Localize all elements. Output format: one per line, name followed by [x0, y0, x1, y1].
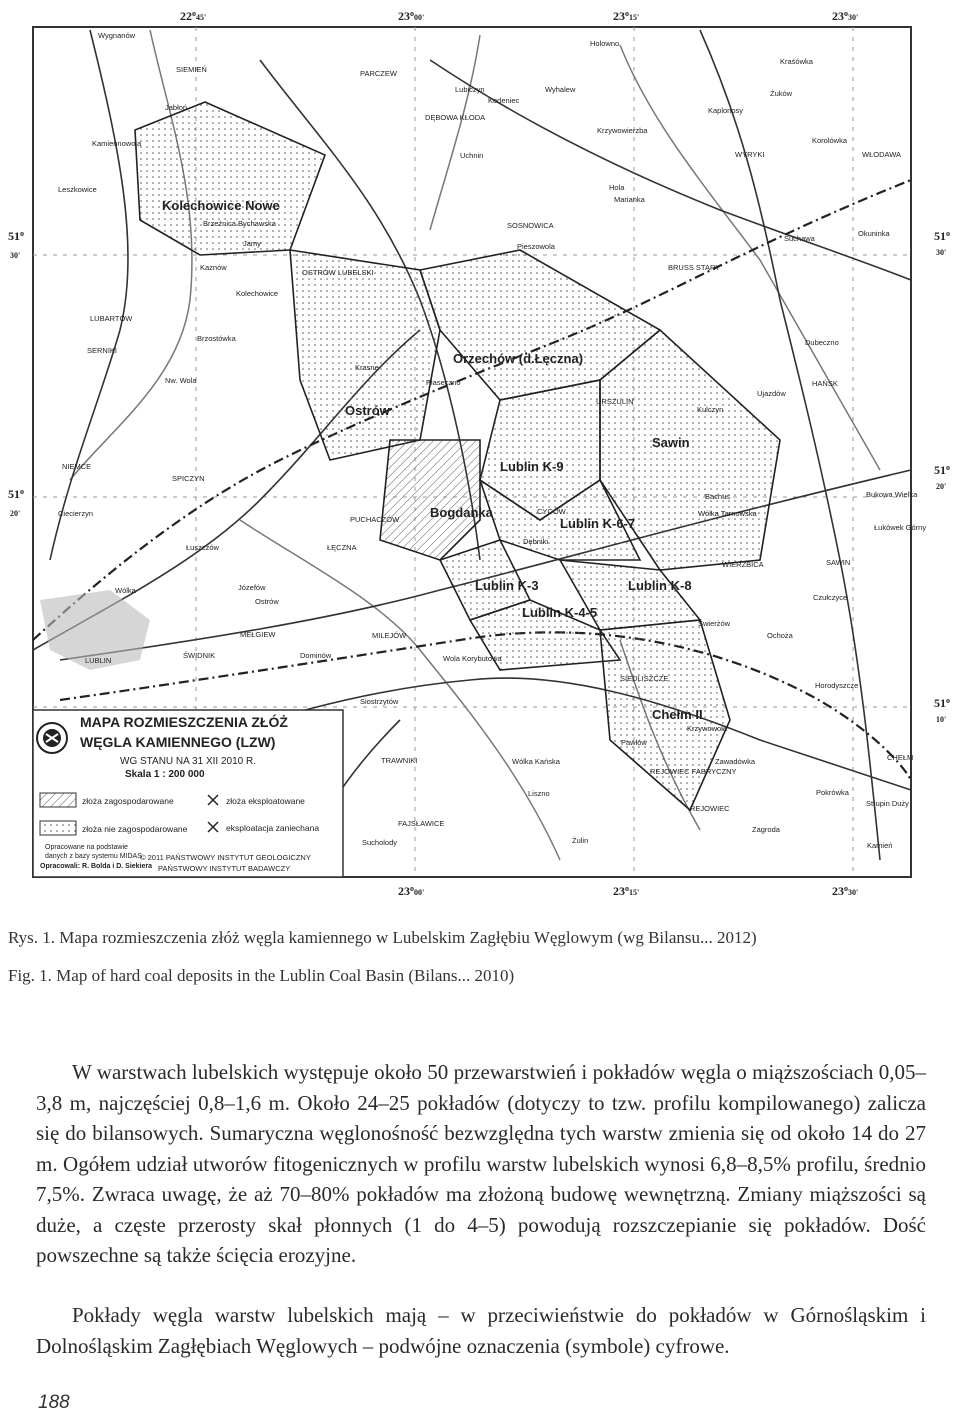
legend-swatch-hatch: [40, 793, 76, 807]
lat-deg-3r: 51: [934, 696, 946, 710]
label-lublin-k45: Lublin K-4-5: [522, 605, 598, 620]
place-parczew: PARCZEW: [360, 69, 397, 78]
place-jablon: Jabłoń: [165, 103, 188, 112]
place-krasowka: Kraśówka: [780, 57, 813, 66]
place-rejowiec: REJOWIEC: [690, 804, 730, 813]
credit-org-2: PAŃSTWOWY INSTYTUT BADAWCZY: [158, 864, 291, 873]
place-ostrow-small: Ostrów: [255, 597, 279, 606]
label-sawin: Sawin: [652, 435, 690, 450]
place-brzostowka: Brzostówka: [197, 334, 236, 343]
place-suchawa: Suchawa: [784, 234, 815, 243]
place-swidnik: ŚWIDNIK: [183, 651, 216, 660]
lon-deg-4: 23: [832, 9, 844, 23]
place-lublin: LUBLIN: [85, 656, 112, 665]
svg-text:51o: 51$^o$: [934, 229, 950, 243]
label-orzechow: Orzechów (d.Łęczna): [453, 351, 584, 366]
place-leszkowice: Leszkowice: [58, 185, 97, 194]
lon-deg-1: 22: [180, 9, 192, 23]
label-lublin-k3: Lublin K-3: [475, 578, 539, 593]
place-spiczyn: SPICZYN: [172, 474, 205, 483]
place-piaseczno: Piaseczno: [426, 378, 461, 387]
legend-label-1: złoża zagospodarowane: [82, 796, 174, 806]
legend-label-4: eksploatacja zaniechana: [226, 823, 320, 833]
place-sosnowica: SOSNOWICA: [507, 221, 554, 230]
place-niemce: NIEMCE: [62, 462, 92, 471]
place-milejow: MILEJÓW: [372, 631, 407, 640]
legend-label-2: złoża nie zagospodarowane: [82, 824, 188, 834]
place-brzeznica: Brzeźnica Bychawska: [203, 219, 276, 228]
lat-deg-1: 51: [8, 229, 20, 243]
place-debowa-kloda: DĘBOWA KŁODA: [425, 113, 486, 122]
place-krasne: Krasne: [355, 363, 379, 372]
svg-text:20': 20': [10, 509, 21, 518]
credit-org-1: © 2011 PAŃSTWOWY INSTYTUT GEOLOGICZNY: [140, 853, 311, 862]
place-jozefow: Józefów: [238, 583, 266, 592]
place-swierzow: Świerżów: [698, 619, 731, 628]
place-fajslawice: FAJSŁAWICE: [398, 819, 445, 828]
place-wyryki: WYRYKI: [735, 150, 765, 159]
credit-source-1: Opracowane na podstawie: [45, 844, 128, 851]
place-nw-wola: Nw. Wola: [165, 376, 197, 385]
body-paragraph-1: W warstwach lubelskich występuje około 50 przewarstwień i pokładów węgla o miąższościach 0,05–3,8 m, najczęściej 0,8–1,6 m. Około 24–25 pokładów (dotyczy to tzw. profilu kompilowanego) zalicza się do bilansowych. Sumaryczna węglonośność bezwzględna tych warstw zmienia się od około 14 do 27 m. Ogółem udział utworów fitogenicznych w profilu warstw lubelskich wynosi 6,8–8,5% profilu, średnio 7,5%. Zwraca uwagę, że aż 70–80% pokładów ma złożoną budowę wewnętrzną. Zmiany miąższości są duże, a częste przerosty skał płonnych (1 do 4–5) powodują rozszczepianie się pokładów. Dość powszechne są także ścięcia erozyjne.: [36, 1060, 926, 1267]
place-kolechowice: Kolechowice: [236, 289, 279, 298]
place-liszno: Liszno: [528, 789, 550, 798]
place-zagroda: Zagroda: [752, 825, 780, 834]
legend-swatch-dots: [40, 821, 76, 835]
place-holowno: Holowno: [590, 39, 620, 48]
figure-caption-pl: Rys. 1. Mapa rozmieszczenia złóż węgla kamiennego w Lubelskim Zagłębiu Węglowym (wg Bilansu... 2012): [8, 928, 757, 947]
place-ochoza: Ochoża: [767, 631, 793, 640]
svg-text:30': 30': [936, 248, 947, 257]
place-zawadowka: Zawadówka: [715, 757, 756, 766]
place-bruss-stary: BRUSS STARY: [668, 263, 721, 272]
lat-deg-2r: 51: [934, 463, 946, 477]
place-ostrow-lubelski: OSTRÓW LUBELSKI: [302, 268, 374, 277]
legend-title-1: MAPA ROZMIESZCZENIA ZŁÓŻ: [80, 714, 288, 730]
map-legend: [33, 710, 343, 877]
place-wlodawa: WŁODAWA: [862, 150, 902, 159]
place-luszczow: Łuszczów: [186, 543, 219, 552]
place-pawlow: Pawłów: [621, 738, 647, 747]
place-pokrowka: Pokrówka: [816, 788, 849, 797]
place-sucholody: Sucholody: [362, 838, 398, 847]
lon-deg-4b: 23: [832, 884, 844, 898]
legend-scale: Skala 1 : 200 000: [125, 769, 205, 780]
svg-text:23o15': $23^o_{15'}$: [613, 884, 640, 898]
place-cycow: CYCÓW: [537, 507, 566, 516]
lat-deg-2: 51: [8, 487, 20, 501]
place-uchnin: Uchnin: [460, 151, 484, 160]
place-wygnanow: Wygnanów: [98, 31, 136, 40]
legend-title-2: WĘGLA KAMIENNEGO (LZW): [80, 734, 276, 750]
label-lublin-k9: Lublin K-9: [500, 459, 564, 474]
place-kaplonosy: Kaplonosy: [708, 106, 744, 115]
place-urszulin: URSZULIN: [596, 397, 634, 406]
lon-deg-2: 23: [398, 9, 410, 23]
place-kulczyn: Kulczyn: [697, 405, 724, 414]
label-bogdanka: Bogdanka: [430, 505, 493, 520]
svg-text:23o00': $23^o_{00'}$: [398, 884, 425, 898]
place-zulin: Żulin: [572, 836, 589, 845]
place-melgiew: MEŁGIEW: [240, 630, 276, 639]
place-rejowiec-fabryczny: REJOWIEC FABRYCZNY: [650, 767, 737, 776]
legend-label-3: złoża eksploatowane: [226, 796, 305, 806]
place-puchaczow: PUCHACZÓW: [350, 515, 400, 524]
svg-text:30': 30': [10, 251, 21, 260]
place-siostrzytow: Siostrzytów: [360, 697, 399, 706]
place-zukow: Żuków: [770, 89, 793, 98]
place-ujazdow: Ujazdów: [757, 389, 786, 398]
label-lublin-k67: Lublin K-6-7: [560, 516, 636, 531]
svg-text:23o30': $23^o_{30'}$: [832, 9, 859, 23]
lat-deg-1r: 51: [934, 229, 946, 243]
place-okuninka: Okuninka: [858, 229, 890, 238]
place-lukowek-gorny: Łukówek Górny: [874, 523, 927, 532]
lon-deg-3b: 23: [613, 884, 625, 898]
svg-text:23o00': $23^o_{00'}$: [398, 9, 425, 23]
place-strupin-duzy: Strupin Duży: [866, 799, 909, 808]
pig-logo-icon: [37, 723, 67, 753]
place-ciecierzyn: Ciecierzyn: [58, 509, 94, 518]
place-chelm: CHEŁM: [887, 753, 914, 762]
lon-deg-2b: 23: [398, 884, 410, 898]
place-dubeczno: Dubeczno: [805, 338, 839, 347]
place-leczna: ŁĘCZNA: [327, 543, 357, 552]
place-siemien: SIEMIEŃ: [176, 65, 207, 74]
credit-source-2: danych z bazy systemu MIDAS: [45, 853, 142, 860]
place-wolka-kanska: Wólka Kańska: [512, 757, 560, 766]
svg-text:22o45': $22^o_{45'}$: [180, 9, 207, 23]
place-wolka-tarnowska: Wólka Tarnowska: [698, 509, 757, 518]
place-kodeniec: Kodeniec: [488, 96, 520, 105]
place-horodyszcze: Horodyszcze: [815, 681, 859, 690]
legend-status: WG STANU NA 31 XII 2010 R.: [120, 756, 256, 767]
place-bachus: Bachus: [705, 492, 731, 501]
place-serniki: SERNIKI: [87, 346, 118, 355]
place-kamiennowola: Kamiennowola: [92, 139, 142, 148]
place-jamy: Jamy: [243, 239, 261, 248]
place-wierzbica: WIERZBICA: [722, 560, 764, 569]
svg-text:23o30': $23^o_{30'}$: [832, 884, 859, 898]
place-trawniki: TRAWNIKI: [381, 756, 418, 765]
svg-text:23o15': $23^o_{15'}$: [613, 9, 640, 23]
label-kolechowice-nowe: Kolechowice Nowe: [162, 198, 280, 213]
place-lubartow: LUBARTÓW: [90, 314, 133, 323]
label-chelm-ii: Chełm II: [652, 707, 703, 722]
place-sawin: SAWIN: [826, 558, 851, 567]
place-krzywowola: Krzywowola: [687, 724, 728, 733]
svg-text:51o: 51$^o$: [934, 463, 950, 477]
place-czulczyce: Czułczyce: [813, 593, 848, 602]
place-wola-korybutowa: Wola Korybutowa: [443, 654, 502, 663]
credit-authors: Opracowali: R. Bolda i D. Siekiera: [40, 863, 153, 870]
body-paragraph-2: Pokłady węgla warstw lubelskich mają – w przeciwieństwie do pokładów w Górnośląskim i Dolnośląskim Zagłębiach Węglowych – podwójne oznaczenia (symbole) cyfrowe.: [36, 1303, 926, 1358]
place-hola: Hola: [609, 183, 625, 192]
page-number: 188: [38, 1392, 70, 1413]
svg-text:20': 20': [936, 482, 947, 491]
place-lubiczyn: Lubiczyn: [455, 85, 485, 94]
place-bukowa-wielka: Bukowa Wielka: [866, 490, 918, 499]
place-pieszowola: Pieszowola: [517, 242, 555, 251]
svg-text:10': 10': [936, 715, 947, 724]
figure-caption-en: Fig. 1. Map of hard coal deposits in the Lublin Coal Basin (Bilans... 2010): [8, 966, 515, 985]
place-korolowka: Korolówka: [812, 136, 848, 145]
place-kaznow: Kaznów: [200, 263, 227, 272]
place-dominow: Dominów: [300, 651, 332, 660]
place-siedliszcze: SIEDLISZCZE: [620, 674, 669, 683]
place-marianka: Marianka: [614, 195, 645, 204]
svg-text:51o: 51$^o$: [934, 696, 950, 710]
svg-text:51o: 51$^o$: [8, 487, 24, 501]
place-hansk: HAŃSK: [812, 379, 838, 388]
place-wyhalew: Wyhalew: [545, 85, 576, 94]
svg-text:51o: 51$^o$: [8, 229, 24, 243]
label-lublin-k8: Lublin K-8: [628, 578, 692, 593]
label-ostrow: Ostrów: [345, 403, 390, 418]
lon-deg-3: 23: [613, 9, 625, 23]
place-krzywowierzba: Krzywowierzba: [597, 126, 648, 135]
place-debniki: Dębniki: [523, 537, 549, 546]
place-wolka: Wólka: [115, 586, 136, 595]
place-kamien: Kamień: [867, 841, 893, 850]
